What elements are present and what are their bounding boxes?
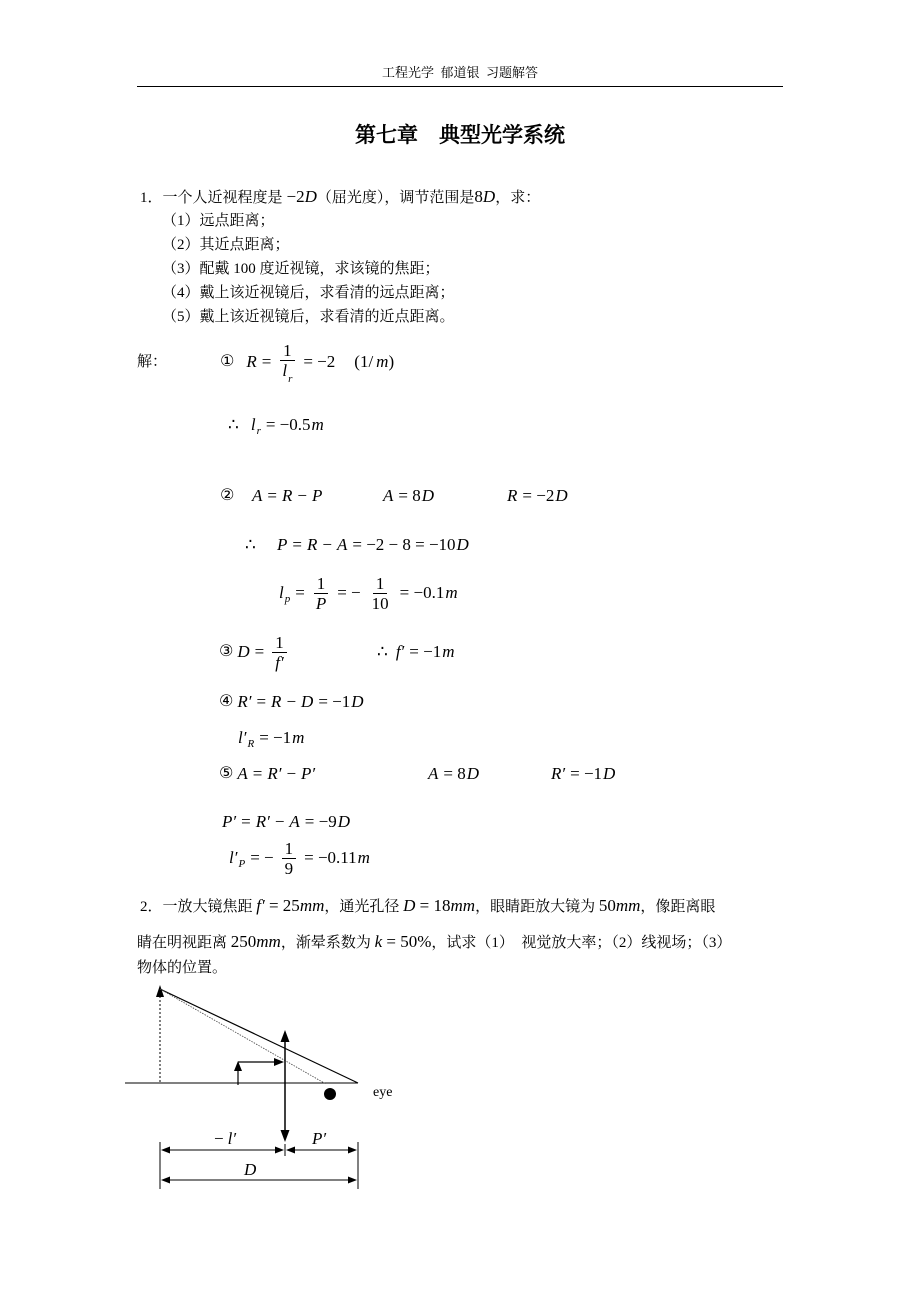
math-variable: R xyxy=(246,352,257,371)
statement-text: 物体的位置。 xyxy=(137,960,228,976)
fraction-numerator: 1 xyxy=(280,341,295,361)
statement-text: 1．一个人近视程度是 xyxy=(140,190,283,206)
math-result: = −2 − 8 = −10 xyxy=(352,535,456,554)
statement-text: 睛在明视距离 xyxy=(137,935,231,951)
math-number: −2 xyxy=(286,187,305,206)
dimension-arrowhead xyxy=(275,1147,284,1154)
fraction-denominator: 10 xyxy=(371,593,389,613)
lens-bottom-arrowhead xyxy=(281,1130,290,1142)
math-operator: = xyxy=(254,642,265,661)
math-result: = −0.5 xyxy=(265,415,311,434)
math-operator: = xyxy=(256,692,267,711)
solution-step-4 xyxy=(219,682,364,722)
fraction-numerator: 1 xyxy=(373,574,388,594)
math-result: = −1 xyxy=(318,692,351,711)
magnifier-ray-diagram xyxy=(110,975,410,1195)
math-operator: = xyxy=(252,764,263,783)
math-unit: D xyxy=(466,764,480,783)
solution-step-5-near-distance xyxy=(229,838,370,878)
math-unit: D xyxy=(603,764,616,783)
solution-label xyxy=(137,352,167,372)
dimension-p-prime-label: P′ xyxy=(312,1129,327,1148)
math-operator: = − xyxy=(337,583,361,602)
solution-step-2-near-distance xyxy=(279,573,458,613)
math-variable: f′ xyxy=(256,896,265,915)
math-value: = 18 xyxy=(415,896,451,915)
math-variable: R′ xyxy=(255,812,270,831)
equation-group xyxy=(219,754,315,794)
math-variable: P xyxy=(311,486,323,505)
math-unit: m xyxy=(376,352,389,371)
math-variable: D xyxy=(237,642,250,661)
dimension-l-prime-label xyxy=(214,1129,236,1148)
fraction-denominator: f′ xyxy=(275,652,284,672)
math-operator: − xyxy=(286,692,297,711)
problem-1-item xyxy=(162,307,455,327)
math-result: = −9 xyxy=(304,812,337,831)
equation-group xyxy=(551,754,615,794)
math-variable: A xyxy=(336,535,348,554)
math-value: 250 xyxy=(230,932,257,951)
marginal-ray xyxy=(160,989,326,1084)
therefore-symbol: ∴ xyxy=(377,642,388,661)
math-fraction xyxy=(369,574,392,613)
solution-label-text: 解： xyxy=(137,354,168,370)
math-variable: l xyxy=(282,361,288,380)
math-variable: l′ xyxy=(229,848,238,867)
math-value: 50 xyxy=(598,896,616,915)
math-variable: k xyxy=(374,932,383,951)
math-operator: = xyxy=(241,812,251,831)
math-variable: A xyxy=(428,764,439,783)
subscript: r xyxy=(256,425,261,437)
dimension-arrowhead xyxy=(348,1147,357,1154)
subscript: r xyxy=(288,373,293,385)
math-variable: A xyxy=(289,812,300,831)
statement-text: 2．一放大镜焦距 xyxy=(140,899,257,915)
math-unit: D xyxy=(456,535,469,554)
step-marker: ② xyxy=(220,487,235,504)
math-variable: P′ xyxy=(222,812,237,831)
fraction-numerator: 1 xyxy=(282,839,297,859)
equation-group xyxy=(277,525,469,565)
problem-2-statement-line-2 xyxy=(137,932,731,952)
problem-1-item xyxy=(162,211,275,231)
math-variable: R xyxy=(281,486,293,505)
solution-step-5-power xyxy=(222,802,350,842)
math-value: = 8 xyxy=(398,486,421,505)
math-value: = −2 xyxy=(522,486,555,505)
math-variable: f′ xyxy=(395,642,405,661)
math-variable: R xyxy=(507,486,518,505)
math-unit: D xyxy=(304,187,317,206)
math-unit: m xyxy=(311,415,324,434)
subscript: R xyxy=(247,738,255,750)
item-text: （5）戴上该近视镜后，求看清的近点距离。 xyxy=(162,309,455,325)
solution-step-1-result xyxy=(228,405,324,445)
math-fraction xyxy=(272,633,287,672)
math-unit: (1/ xyxy=(354,352,374,371)
problem-1-item xyxy=(162,235,290,255)
fraction-numerator: 1 xyxy=(272,633,287,653)
math-variable: A xyxy=(383,486,394,505)
math-unit: m xyxy=(445,583,458,602)
running-header: 工程光学 郁道银 习题解答 xyxy=(381,65,538,80)
math-operator: = xyxy=(292,535,302,554)
math-variable: R xyxy=(271,692,282,711)
math-unit: m xyxy=(292,728,305,747)
problem-1-statement xyxy=(140,187,540,207)
dimension-arrowhead xyxy=(286,1147,295,1154)
math-variable: R′ xyxy=(237,692,252,711)
statement-text: ，通光孔径 xyxy=(324,899,404,915)
math-value: = 25 xyxy=(264,896,300,915)
math-operator: = xyxy=(267,486,277,505)
dimension-arrowhead xyxy=(161,1177,170,1184)
math-operator: = − xyxy=(250,848,274,867)
problem-1-item xyxy=(162,283,455,303)
item-text: （3）配戴 100 度近视镜，求该镜的焦距； xyxy=(162,261,440,277)
math-unit: D xyxy=(555,486,568,505)
math-unit: mm xyxy=(450,896,476,915)
math-variable: D xyxy=(403,896,416,915)
equation-group xyxy=(377,632,455,672)
fraction-numerator: 1 xyxy=(314,574,329,594)
math-unit: ) xyxy=(388,352,395,371)
math-value: = 50% xyxy=(382,932,432,951)
math-variable: D xyxy=(301,692,314,711)
item-text: （1）远点距离； xyxy=(162,213,275,229)
dimension-arrowhead xyxy=(161,1147,170,1154)
statement-text: ，求： xyxy=(495,190,541,206)
math-value: = 8 xyxy=(443,764,466,783)
problem-1-item xyxy=(162,259,440,279)
math-fraction xyxy=(282,839,297,878)
math-number: 8 xyxy=(474,187,483,206)
step-marker: ③ xyxy=(219,643,234,660)
math-unit: mm xyxy=(256,932,281,951)
equation-group xyxy=(219,632,290,672)
math-operator: − xyxy=(286,764,297,783)
fraction-denominator: P xyxy=(315,593,327,613)
math-fraction xyxy=(279,341,295,383)
math-variable: A xyxy=(252,486,263,505)
equation-group xyxy=(383,476,434,516)
equation-group xyxy=(507,476,568,516)
item-text: （4）戴上该近视镜后，求看清的远点距离； xyxy=(162,285,455,301)
step-marker-group xyxy=(220,476,238,516)
math-variable: A xyxy=(237,764,248,783)
math-unit: D xyxy=(482,187,496,206)
statement-text: ，试求（1） 视觉放大率；（2）线视场；（3） xyxy=(431,935,732,951)
math-variable: l xyxy=(250,415,256,434)
math-result: = −1 xyxy=(409,642,442,661)
header-rule xyxy=(137,86,783,87)
eye-pupil xyxy=(324,1088,336,1100)
math-result: = −2 xyxy=(303,352,336,371)
statement-text: ，渐晕系数为 xyxy=(280,935,375,951)
chapter-title: 第七章 典型光学系统 xyxy=(355,123,565,147)
math-unit: D xyxy=(351,692,364,711)
math-variable: P′ xyxy=(301,764,316,783)
math-operator: = xyxy=(261,352,272,371)
subscript: P xyxy=(238,858,246,870)
math-unit: mm xyxy=(615,896,641,915)
math-unit: D xyxy=(337,812,351,831)
statement-text: ，眼睛距放大镜为 xyxy=(475,899,599,915)
math-variable: P xyxy=(277,535,288,554)
solution-step-1 xyxy=(220,341,395,385)
therefore-group xyxy=(245,525,256,565)
math-result: = −1 xyxy=(259,728,292,747)
math-operator: = xyxy=(295,583,305,602)
math-unit: m xyxy=(442,642,455,661)
math-unit: D xyxy=(421,486,435,505)
equation-group xyxy=(428,754,479,794)
dimension-d-label: D xyxy=(244,1160,257,1179)
step-marker: ④ xyxy=(219,693,234,710)
lens-top-arrowhead xyxy=(281,1030,290,1042)
item-text: （2）其近点距离； xyxy=(162,237,290,253)
eye-label: eye xyxy=(373,1085,393,1100)
l-prime-symbol: l′ xyxy=(227,1129,237,1148)
math-operator: − xyxy=(322,535,332,554)
math-fraction xyxy=(313,574,329,613)
math-variable: R′ xyxy=(267,764,282,783)
math-operator: − xyxy=(297,486,307,505)
equation-group xyxy=(252,476,322,516)
statement-text: （屈光度），调节范围是 xyxy=(316,190,475,206)
dimension-arrowhead xyxy=(348,1177,357,1184)
therefore-symbol: ∴ xyxy=(245,535,256,554)
therefore-symbol: ∴ xyxy=(228,415,239,434)
math-unit: mm xyxy=(299,896,325,915)
fraction-denominator xyxy=(279,361,295,383)
subscript: p xyxy=(284,593,291,605)
statement-text: ，像距离眼 xyxy=(640,899,716,915)
math-result: = −0.11 xyxy=(304,848,357,867)
step-marker: ⑤ xyxy=(219,765,234,782)
math-value: = −1 xyxy=(570,764,603,783)
math-variable: l′ xyxy=(238,728,247,747)
problem-2-statement-line-1 xyxy=(140,896,715,916)
minus-sign: − xyxy=(214,1129,224,1148)
solution-step-4-result xyxy=(238,718,304,758)
math-unit: m xyxy=(357,848,370,867)
math-operator: − xyxy=(274,812,285,831)
chief-ray xyxy=(160,989,358,1083)
math-variable: l xyxy=(279,583,284,602)
fraction-denominator: 9 xyxy=(284,858,294,878)
math-variable: R xyxy=(306,535,318,554)
math-variable: R′ xyxy=(551,764,566,783)
step-marker: ① xyxy=(220,353,235,370)
math-result: = −0.1 xyxy=(399,583,445,602)
